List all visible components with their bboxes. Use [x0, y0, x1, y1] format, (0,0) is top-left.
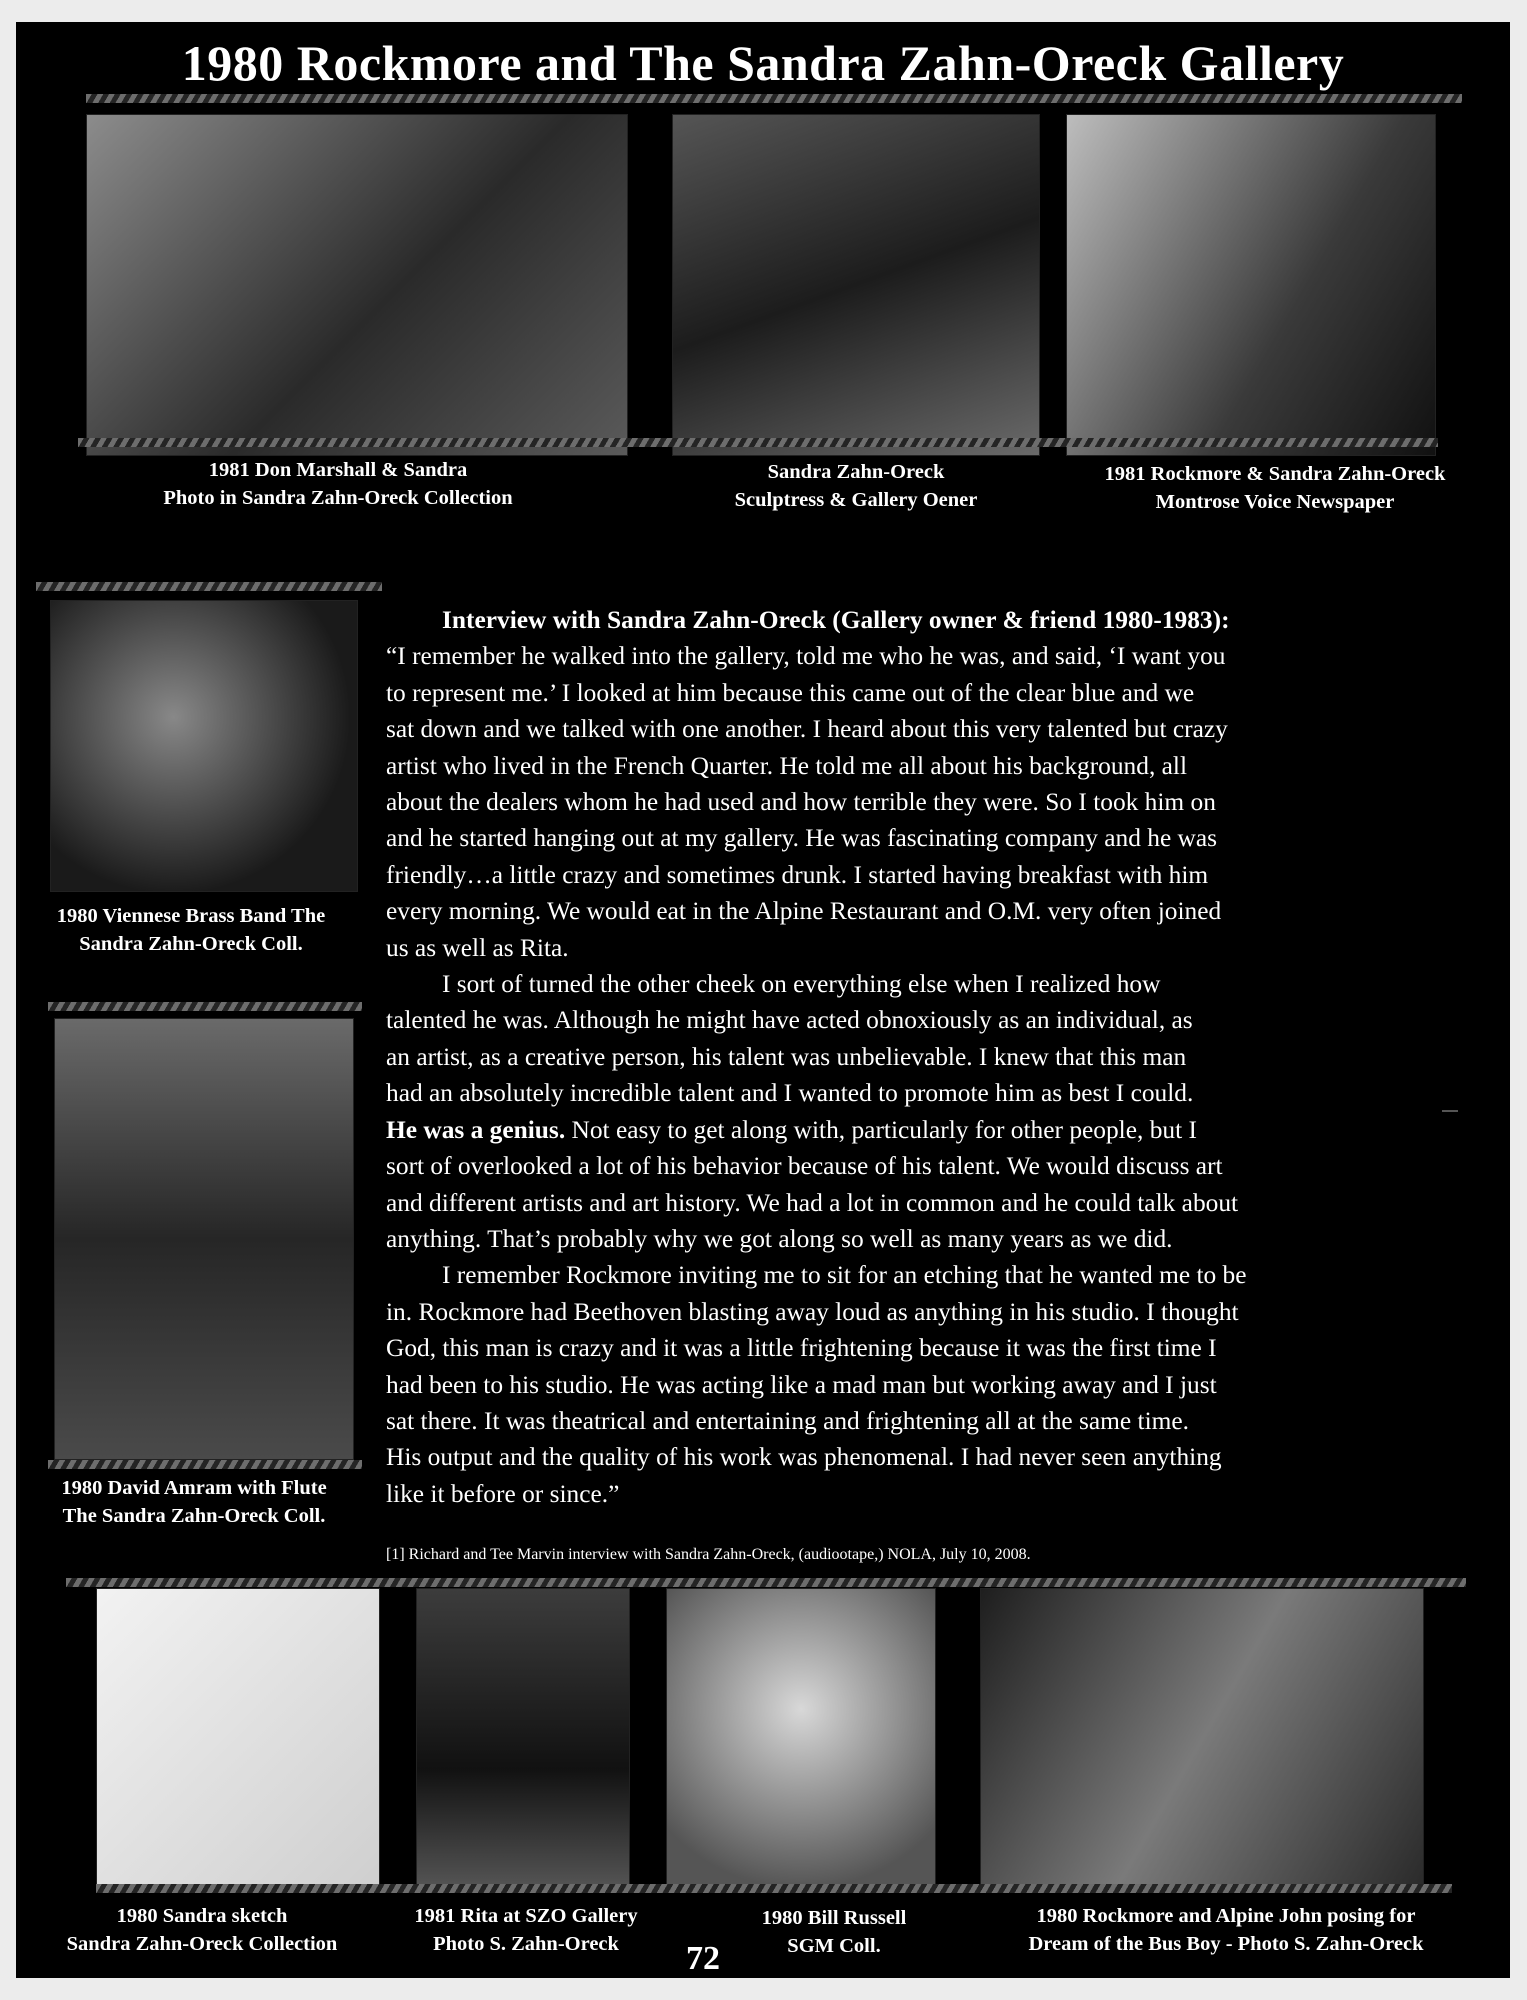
- caption-bill-russell: 1980 Bill Russell SGM Coll.: [761, 1907, 907, 1957]
- film-strip-bar-top-lower: [78, 438, 1438, 447]
- genius-bold-text: He was a genius.: [386, 1115, 566, 1144]
- interview-line-genius: [386, 1112, 1500, 1148]
- film-strip-bar-side-2-lower: [48, 1460, 362, 1469]
- page-title: 1980 Rockmore and The Sandra Zahn-Oreck Gallery: [181, 35, 1345, 91]
- interview-line: every morning. We would eat in the Alpine Restaurant and O.M. very often joined: [386, 897, 1222, 926]
- caption-david-amram: 1980 David Amram with Flute The Sandra Zahn-Oreck Coll.: [61, 1477, 327, 1527]
- interview-heading: Interview with Sandra Zahn-Oreck (Gallery owner & friend 1980-1983):: [442, 606, 1230, 634]
- interview-line: and he started hanging out at my gallery. He was fascinating company and he was: [386, 824, 1218, 853]
- interview-line: us as well as Rita.: [386, 933, 569, 962]
- photo-rockmore-sandra: [1066, 114, 1436, 456]
- interview-line: “I remember he walked into the gallery, told me who he was, and said, ‘I want you: [386, 642, 1226, 671]
- interview-line: like it before or since.”: [386, 1479, 620, 1508]
- interview-line: artist who lived in the French Quarter. He told me all about his background, all: [386, 751, 1188, 780]
- interview-line: friendly…a little crazy and sometimes drunk. I started having breakfast with him: [386, 860, 1209, 889]
- footnote: [1] Richard and Tee Marvin interview with Sandra Zahn-Oreck, (audiootape,) NOLA, July 10, 2008.: [386, 1546, 1031, 1563]
- film-strip-bar-top: [86, 94, 1462, 103]
- interview-line-rest: Not easy to get along with, particularly for other people, but I: [565, 1115, 1197, 1144]
- caption-rita: 1981 Rita at SZO Gallery Photo S. Zahn-Oreck: [414, 1905, 638, 1955]
- film-strip-bar-side-2: [48, 1002, 362, 1011]
- interview-article: [386, 602, 1500, 1512]
- photo-sandra-sculptress: [672, 114, 1040, 456]
- caption-rockmore-alpine-john: 1980 Rockmore and Alpine John posing for Dream of the Bus Boy - Photo S. Zahn-Oreck: [1028, 1905, 1424, 1955]
- interview-line: anything. That’s probably why we got along so well as many years as we did.: [386, 1224, 1173, 1253]
- film-strip-bar-bottom-lower: [96, 1884, 1452, 1893]
- page-number: 72: [686, 1940, 720, 1977]
- interview-line: God, this man is crazy and it was a little frightening because it was the first time I: [386, 1334, 1217, 1363]
- painting-david-amram-flute: [54, 1018, 354, 1460]
- caption-sandra-sketch: 1980 Sandra sketch Sandra Zahn-Oreck Collection: [66, 1905, 338, 1955]
- interview-line: I sort of turned the other cheek on everything else when I realized how: [442, 970, 1161, 999]
- interview-line: had an absolutely incredible talent and I wanted to promote him as best I could.: [386, 1079, 1194, 1108]
- photo-rita-szo-gallery: [416, 1588, 630, 1890]
- interview-line: in. Rockmore had Beethoven blasting away loud as anything in his studio. I thought: [386, 1297, 1239, 1326]
- interview-line: and different artists and art history. We had a lot in common and he could talk about: [386, 1188, 1239, 1217]
- interview-line: sort of overlooked a lot of his behavior because of his talent. We would discuss art: [386, 1152, 1223, 1181]
- caption-sandra-sculptress: Sandra Zahn-Oreck Sculptress & Gallery Oener: [734, 461, 978, 511]
- film-strip-bar-side-1: [36, 582, 382, 591]
- photo-rockmore-alpine-john: [980, 1588, 1424, 1890]
- painting-viennese-brass-band: [50, 600, 358, 892]
- interview-line: His output and the quality of his work was phenomenal. I had never seen anything: [386, 1443, 1222, 1472]
- interview-line: an artist, as a creative person, his talent was unbelievable. I knew that this man: [386, 1042, 1187, 1071]
- interview-line: about the dealers whom he had used and how terrible they were. So I took him on: [386, 788, 1216, 817]
- film-strip-bar-bottom: [66, 1578, 1466, 1587]
- interview-line: sat there. It was theatrical and entertaining and frightening all at the same time.: [386, 1406, 1190, 1435]
- photo-don-marshall-sandra: [86, 114, 628, 456]
- sketch-sandra: [96, 1588, 380, 1890]
- caption-viennese-brass-band: 1980 Viennese Brass Band The Sandra Zahn-Oreck Coll.: [56, 905, 326, 955]
- caption-don-marshall: 1981 Don Marshall & Sandra Photo in Sandra Zahn-Oreck Collection: [163, 459, 513, 509]
- caption-rockmore-sandra: 1981 Rockmore & Sandra Zahn-Oreck Montrose Voice Newspaper: [1104, 463, 1446, 513]
- page: [16, 22, 1510, 1978]
- interview-line: I remember Rockmore inviting me to sit for an etching that he wanted me to be: [442, 1261, 1247, 1290]
- interview-line: sat down and we talked with one another. I heard about this very talented but crazy: [386, 715, 1228, 744]
- stray-dash-mark: [1442, 1110, 1458, 1112]
- painting-bill-russell: [666, 1588, 936, 1890]
- interview-line: to represent me.’ I looked at him because this came out of the clear blue and we: [386, 678, 1195, 707]
- interview-line: had been to his studio. He was acting like a mad man but working away and I just: [386, 1370, 1217, 1399]
- interview-line: talented he was. Although he might have acted obnoxiously as an individual, as: [386, 1006, 1193, 1035]
